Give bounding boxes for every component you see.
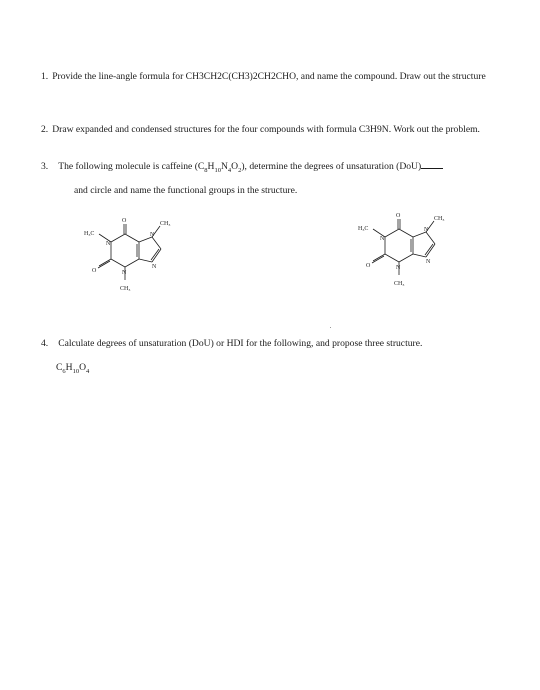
- nitrogen-1-label: N: [106, 241, 111, 247]
- question-4: [41, 337, 511, 350]
- methyl-top-label: CH₃: [160, 221, 171, 227]
- nitrogen-7-label: N: [150, 232, 155, 238]
- molecular-formula: $C_6H_{10}O_4$: [56, 362, 90, 375]
- question-3-line-2: and circle and name the functional groups in the structure.: [74, 185, 298, 196]
- methyl-left-label: H₃C: [84, 231, 95, 237]
- nitrogen-7-label: N: [424, 227, 429, 233]
- question-2-text: Draw expanded and condensed structures for the four compounds with formula C3H9N. Work out the problem.: [52, 124, 480, 135]
- stray-mark: [330, 327, 331, 328]
- question-3-text: The following molecule is caffeine $(C_8H_{10}N_4O_2)$, determine the degrees of unsaturation (DoU): [58, 161, 422, 174]
- nitrogen-1-label: N: [380, 236, 385, 242]
- oxygen-left-label: O: [366, 263, 371, 269]
- question-3: [41, 160, 511, 173]
- methyl-left-label: H₃C: [358, 226, 369, 232]
- caffeine-structure-right: [358, 207, 468, 297]
- oxygen-top-label: O: [122, 218, 127, 224]
- oxygen-left-label: O: [92, 268, 97, 274]
- question-2: [41, 123, 511, 136]
- question-1-text: Provide the line-angle formula for CH3CH2C(CH3)2CH2CHO, and name the compound. Draw out the structure: [52, 71, 486, 82]
- methyl-bottom-label: CH₃: [394, 281, 405, 287]
- nitrogen-9-label: N: [152, 264, 157, 270]
- question-2-number: 2.: [41, 124, 49, 135]
- answer-blank[interactable]: [421, 160, 443, 169]
- question-4-text: Calculate degrees of unsaturation (DoU) or HDI for the following, and propose three structure.: [58, 338, 423, 349]
- nitrogen-3-label: N: [122, 270, 127, 276]
- methyl-top-label: CH₃: [434, 216, 445, 222]
- caffeine-structure-left: [84, 212, 194, 302]
- oxygen-top-label: O: [396, 213, 401, 219]
- question-1: [41, 70, 511, 83]
- question-3-number: 3.: [41, 161, 49, 172]
- question-1-number: 1.: [41, 71, 49, 82]
- nitrogen-9-label: N: [426, 259, 431, 265]
- nitrogen-3-label: N: [396, 265, 401, 271]
- methyl-bottom-label: CH₃: [120, 286, 131, 292]
- question-4-number: 4.: [41, 338, 49, 349]
